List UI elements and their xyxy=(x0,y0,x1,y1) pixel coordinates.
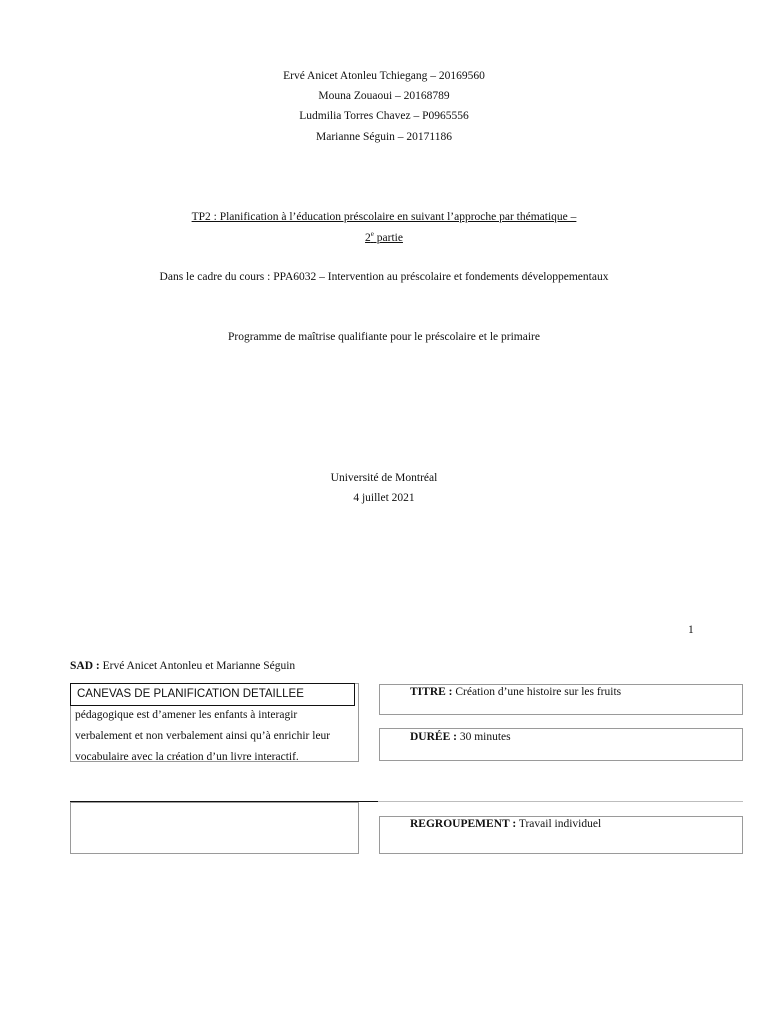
program-line: Programme de maîtrise qualifiante pour le préscolaire et le primaire xyxy=(228,331,540,343)
university-line: Université de Montréal xyxy=(330,472,438,484)
canevas-text-line-2: verbalement et non verbalement ainsi qu’à enrichir leur xyxy=(75,730,331,742)
regroupement-value: Travail individuel xyxy=(516,818,602,830)
canevas-text xyxy=(75,705,355,768)
regroupement-label: REGROUPEMENT : xyxy=(410,818,517,830)
empty-box xyxy=(70,802,359,854)
regroupement-field xyxy=(410,818,601,830)
duree-label: DURÉE : xyxy=(410,731,457,743)
titre-field xyxy=(410,686,621,698)
author-line-4: Marianne Séguin – 20171186 xyxy=(316,131,452,143)
author-line-3: Ludmilia Torres Chavez – P0965556 xyxy=(299,110,469,122)
title-superscript: e xyxy=(370,230,374,239)
canevas-text-line-1: pédagogique est d’amener les enfants à interagir xyxy=(75,709,298,721)
canevas-title: CANEVAS DE PLANIFICATION DETAILLEE xyxy=(70,683,355,706)
author-line-2: Mouna Zouaoui – 20168789 xyxy=(318,90,450,102)
title-part: partie xyxy=(373,232,403,244)
title-number: 2 xyxy=(365,232,371,244)
sad-value: Ervé Anicet Antonleu et Marianne Séguin xyxy=(99,660,296,672)
author-line-1: Ervé Anicet Atonleu Tchiegang – 20169560 xyxy=(283,70,485,82)
course-line: Dans le cadre du cours : PPA6032 – Intervention au préscolaire et fondements développementaux xyxy=(159,271,609,283)
date-line: 4 juillet 2021 xyxy=(353,492,415,504)
duree-value: 30 minutes xyxy=(456,731,511,743)
canevas-text-line-3: vocabulaire avec la création d’un livre interactif. xyxy=(75,751,299,763)
titre-label: TITRE : xyxy=(410,686,453,698)
section-divider-light xyxy=(378,801,743,802)
document-title-line-2 xyxy=(0,228,768,248)
duree-field xyxy=(410,731,511,743)
document-title-line-1: TP2 : Planification à l’éducation préscolaire en suivant l’approche par thématique – xyxy=(191,211,577,223)
sad-line xyxy=(70,660,295,672)
page-number: 1 xyxy=(688,624,694,636)
sad-label: SAD : xyxy=(70,660,100,672)
titre-value: Création d’une histoire sur les fruits xyxy=(452,686,622,698)
